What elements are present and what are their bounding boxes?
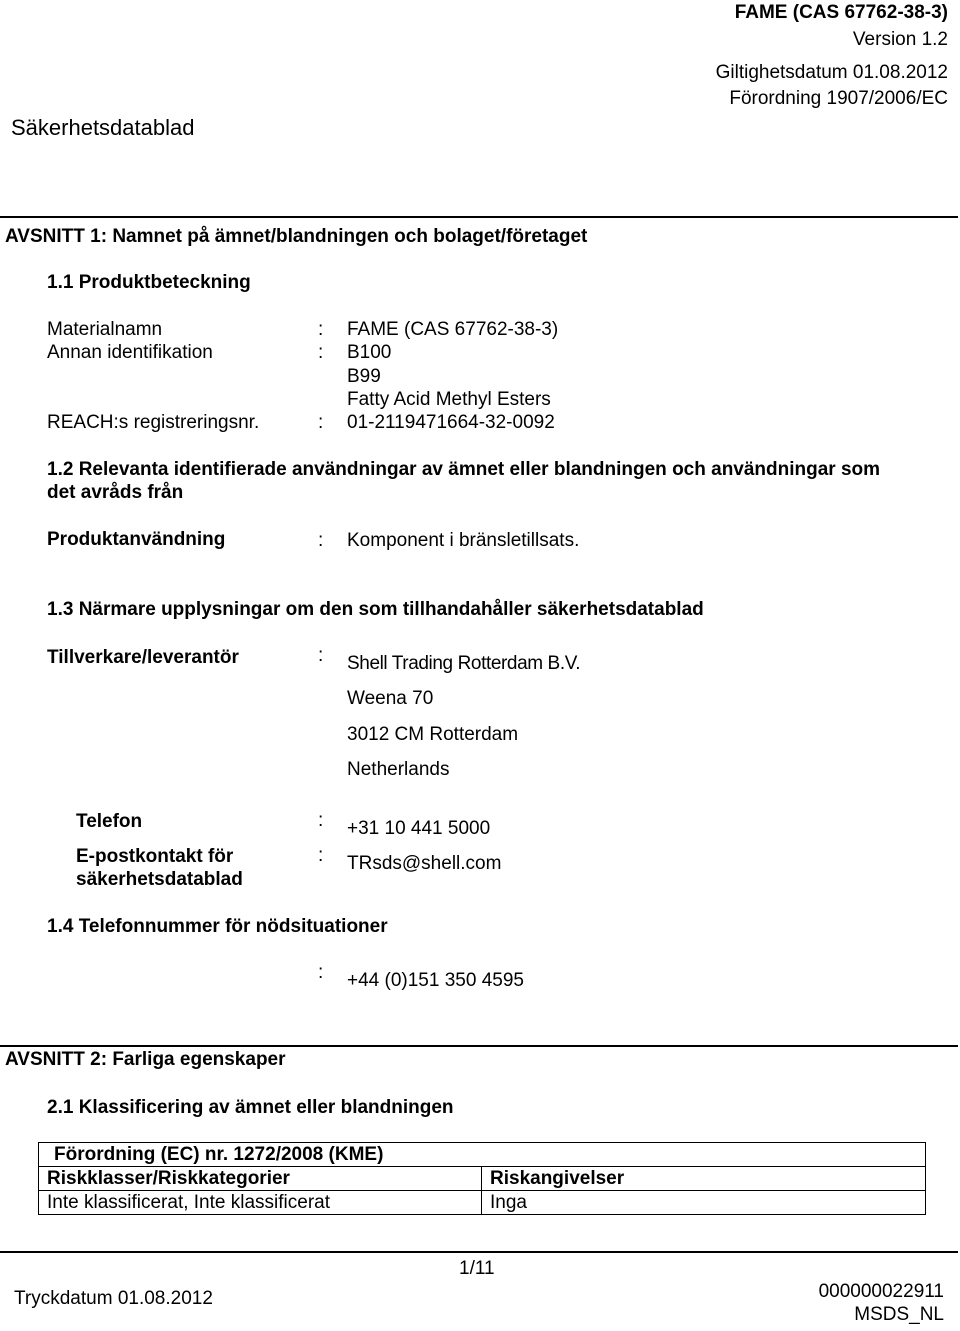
email-label-line1: E-postkontakt för (76, 846, 234, 867)
supplier-address-street: Weena 70 (347, 688, 434, 709)
section2-rule (0, 1045, 958, 1047)
product-use-label: Produktanvändning (47, 529, 226, 550)
colon: : (318, 962, 324, 983)
page-number: 1/11 (459, 1258, 495, 1279)
subsection-1-2-title-line2: det avråds från (47, 482, 184, 503)
colon: : (318, 412, 324, 433)
subsection-1-1-title: 1.1 Produktbeteckning (47, 272, 251, 293)
subsection-1-4-title: 1.4 Telefonnummer för nödsituationer (47, 916, 388, 937)
product-use-value: Komponent i bränsletillsats. (347, 530, 580, 551)
colon: : (318, 845, 324, 866)
reach-registration-value: 01-2119471664-32-0092 (347, 412, 555, 433)
document-title: Säkerhetsdatablad (11, 115, 195, 140)
table-row (39, 1167, 926, 1191)
colon: : (318, 810, 324, 831)
section2-heading: AVSNITT 2: Farliga egenskaper (5, 1049, 286, 1070)
header-regulation: Förordning 1907/2006/EC (729, 88, 948, 109)
other-identification-label: Annan identifikation (47, 342, 213, 363)
header-version: Version 1.2 (852, 29, 948, 50)
colon: : (318, 530, 324, 551)
header-product: FAME (CAS 67762-38-3) (734, 2, 948, 23)
section1-heading: AVSNITT 1: Namnet på ämnet/blandningen och bolaget/företaget (5, 226, 588, 247)
table-cell-hazard-classes: Inte klassificerat, Inte klassificerat (39, 1191, 482, 1215)
reach-registration-label: REACH:s registreringsnr. (47, 412, 260, 433)
classification-table (38, 1142, 926, 1215)
phone-label: Telefon (76, 811, 143, 832)
supplier-label: Tillverkare/leverantör (47, 647, 239, 668)
section1-rule (0, 216, 958, 218)
other-identification-value-3: Fatty Acid Methyl Esters (347, 389, 551, 410)
email-label-line2: säkerhetsdatablad (76, 869, 243, 890)
table-row (39, 1143, 926, 1167)
supplier-name: Shell Trading Rotterdam B.V. (347, 653, 581, 674)
table-row (39, 1191, 926, 1215)
other-identification-value-2: B99 (347, 366, 381, 387)
email-value: TRsds@shell.com (347, 853, 502, 874)
table-header-hazard-classes: Riskklasser/Riskkategorier (39, 1167, 482, 1191)
colon: : (318, 342, 324, 363)
colon: : (318, 645, 324, 666)
table-cell-hazard-statements: Inga (482, 1191, 926, 1215)
header-validity-date: Giltighetsdatum 01.08.2012 (715, 62, 948, 83)
document-code: MSDS_NL (854, 1304, 944, 1325)
table-title: Förordning (EC) nr. 1272/2008 (KME) (39, 1143, 926, 1167)
material-name-value: FAME (CAS 67762-38-3) (347, 319, 559, 340)
subsection-1-2-title-line1: 1.2 Relevanta identifierade användningar av ämnet eller blandningen och användningar som (47, 459, 881, 480)
phone-value: +31 10 441 5000 (347, 818, 491, 839)
emergency-phone-value: +44 (0)151 350 4595 (347, 970, 524, 991)
supplier-address-city: 3012 CM Rotterdam (347, 724, 519, 745)
colon: : (318, 319, 324, 340)
print-date: Tryckdatum 01.08.2012 (14, 1288, 213, 1309)
footer-rule (0, 1251, 958, 1253)
supplier-country: Netherlands (347, 759, 450, 780)
subsection-2-1-title: 2.1 Klassificering av ämnet eller blandningen (47, 1097, 454, 1118)
document-number: 000000022911 (818, 1281, 944, 1302)
table-header-hazard-statements: Riskangivelser (482, 1167, 926, 1191)
material-name-label: Materialnamn (47, 319, 163, 340)
other-identification-value-1: B100 (347, 342, 392, 363)
subsection-1-3-title: 1.3 Närmare upplysningar om den som tillhandahåller säkerhetsdatablad (47, 599, 704, 620)
